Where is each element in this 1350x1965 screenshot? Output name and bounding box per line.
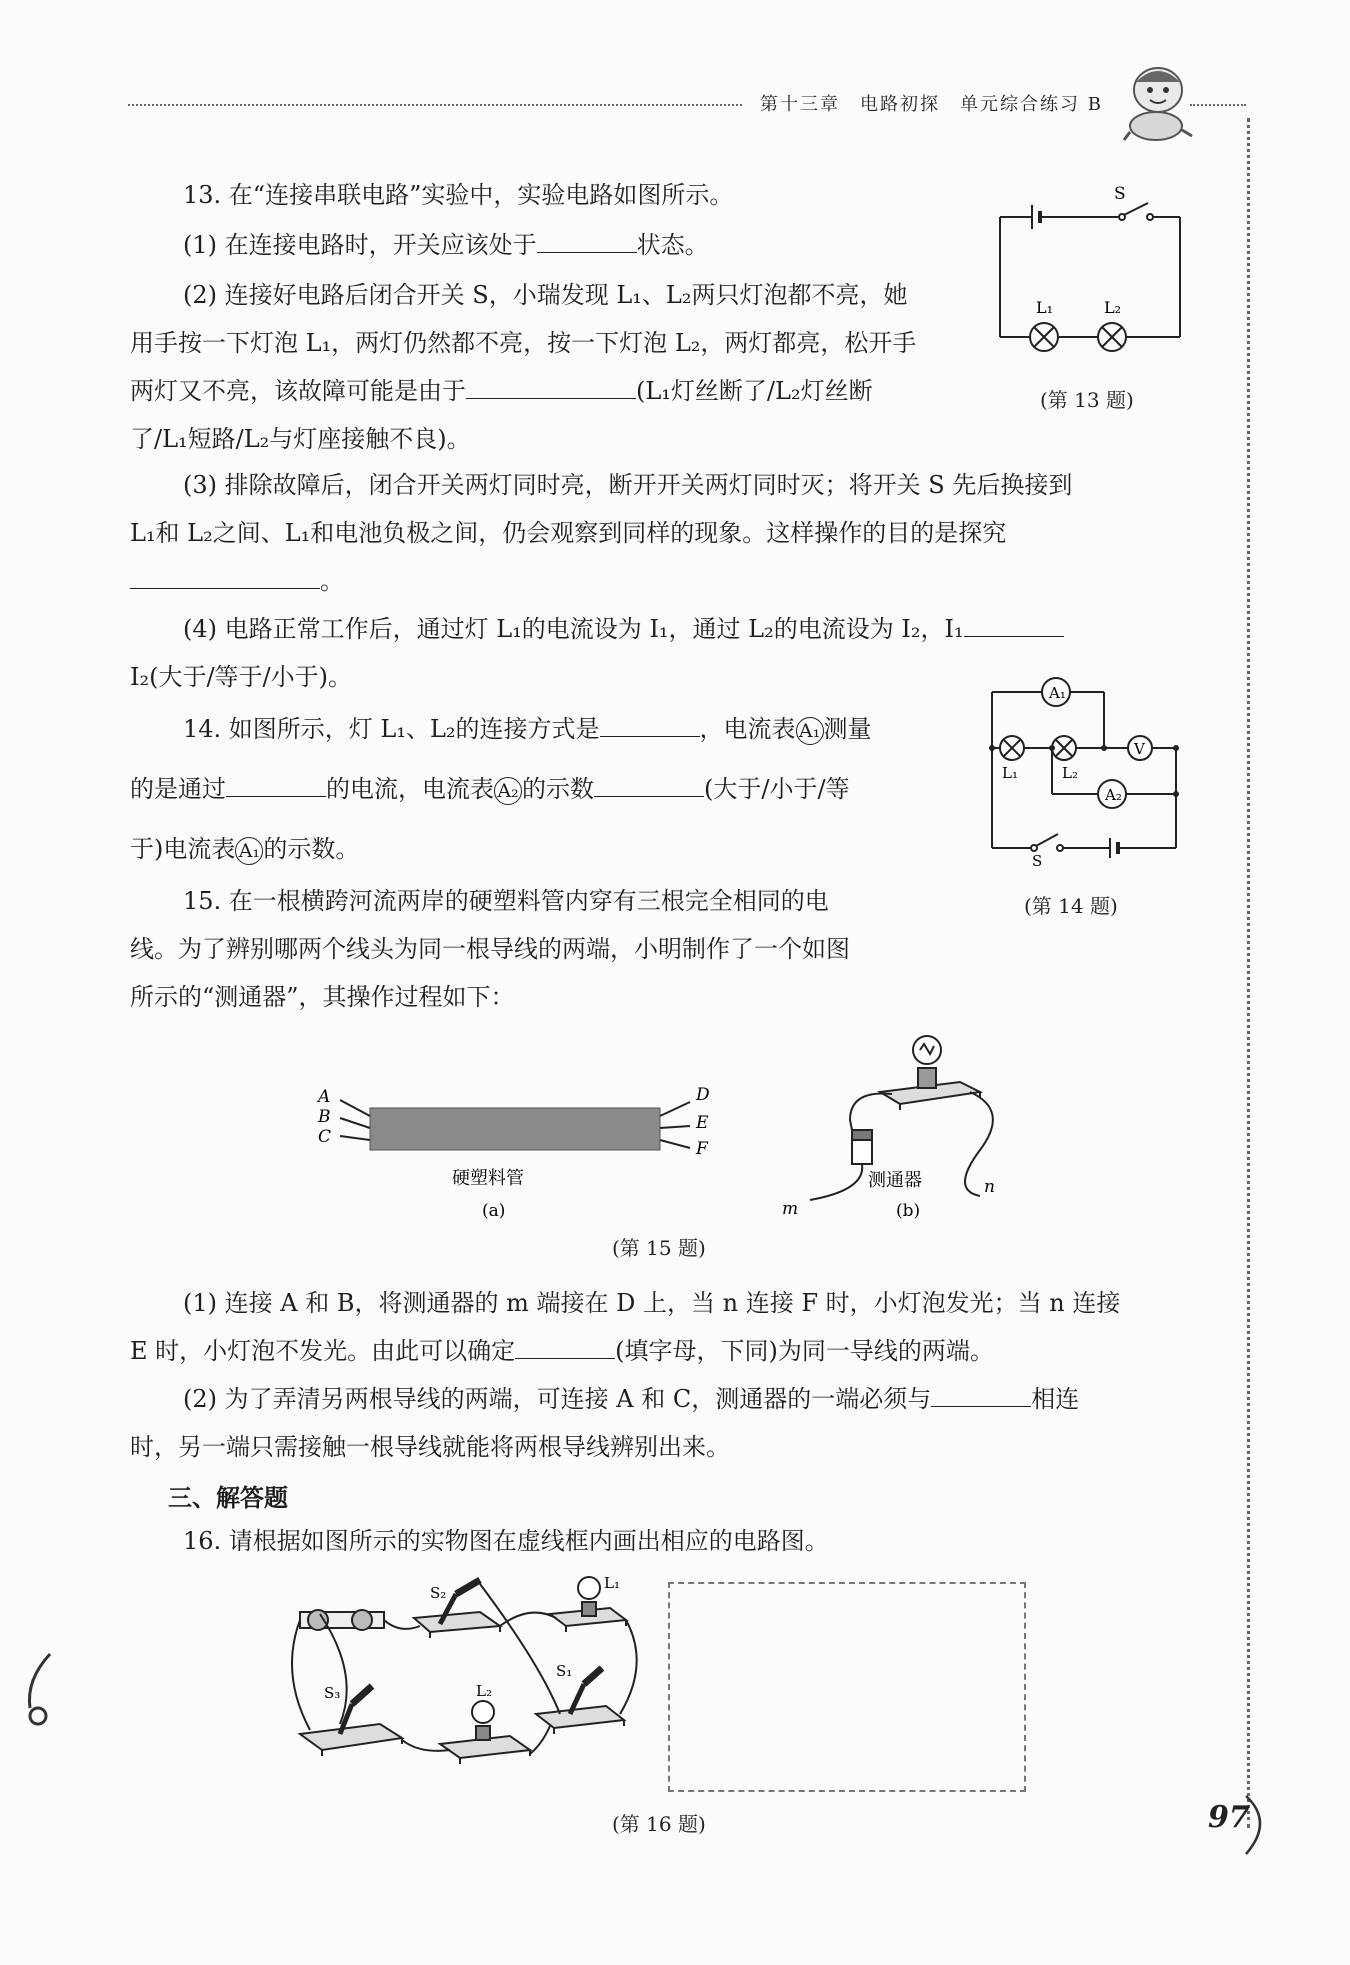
svg-text:m: m xyxy=(782,1199,799,1219)
q14-line1: 14. 如图所示，灯 L₁、L₂的连接方式是 ，电流表 A₁ 测量 xyxy=(183,715,872,743)
svg-text:D: D xyxy=(696,1085,710,1105)
ammeter-a1-symbol-2: A₁ xyxy=(235,837,263,865)
svg-text:V: V xyxy=(1134,740,1145,758)
q15-line2: 线。为了辨别哪两个线头为同一根导线的两端，小明制作了一个如图 xyxy=(130,935,850,963)
svg-text:n: n xyxy=(984,1177,995,1197)
q13-part3-line2: L₁和 L₂之间、L₁和电池负极之间，仍会观察到同样的现象。这样操作的目的是探究 xyxy=(130,519,1007,547)
q13-blank-3[interactable] xyxy=(130,566,320,589)
page-number: 97 xyxy=(1208,1800,1250,1835)
svg-text:测通器: 测通器 xyxy=(868,1170,922,1191)
q13-part1: (1) 在连接电路时，开关应该处于 状态。 xyxy=(183,231,709,259)
q15-part1-line2: E 时，小灯泡不发光。由此可以确定 (填字母，下同)为同一导线的两端。 xyxy=(130,1337,994,1365)
svg-text:S: S xyxy=(1114,185,1126,204)
svg-text:L₁: L₁ xyxy=(604,1574,620,1592)
q15-blank-2[interactable] xyxy=(931,1384,1031,1407)
svg-text:S₂: S₂ xyxy=(430,1584,447,1602)
svg-text:(a): (a) xyxy=(482,1201,506,1221)
svg-text:L₂: L₂ xyxy=(476,1682,492,1700)
margin-rule xyxy=(1247,118,1250,1828)
q13-blank-1[interactable] xyxy=(537,230,637,253)
svg-text:S₃: S₃ xyxy=(324,1684,341,1702)
answer-dashed-box[interactable] xyxy=(668,1582,1026,1792)
q15-part1-line1: (1) 连接 A 和 B，将测通器的 m 端接在 D 上，当 n 连接 F 时，小灯泡发光；当 n 连接 xyxy=(183,1289,1121,1317)
svg-text:A: A xyxy=(318,1087,331,1107)
q13-circuit-diagram xyxy=(990,185,1190,355)
svg-text:B: B xyxy=(318,1107,331,1127)
q15-line1: 15. 在一根横跨河流两岸的硬塑料管内穿有三根完全相同的电 xyxy=(183,887,829,915)
svg-text:E: E xyxy=(696,1113,709,1133)
q13-part4-line2: I₂(大于/等于/小于)。 xyxy=(130,663,352,691)
q13-part3-line3: 。 xyxy=(130,566,344,596)
q15-line3: 所示的“测通器”，其操作过程如下： xyxy=(130,983,515,1011)
q16-figure-caption: (第 16 题) xyxy=(612,1812,706,1836)
q14-figure-caption: (第 14 题) xyxy=(1024,894,1118,918)
q14-blank-1[interactable] xyxy=(600,714,700,737)
svg-text:L₁: L₁ xyxy=(1036,298,1054,317)
q13-part2-line3: 两灯又不亮，该故障可能是由于 (L₁灯丝断了/L₂灯丝断 xyxy=(130,377,873,405)
svg-text:硬塑料管: 硬塑料管 xyxy=(452,1168,524,1189)
handwritten-mark xyxy=(20,1650,60,1730)
q14-circuit-diagram xyxy=(970,668,1190,868)
q16-stem: 16. 请根据如图所示的实物图在虚线框内画出相应的电路图。 xyxy=(183,1527,829,1555)
q15-figure-a-pipe xyxy=(300,1080,720,1230)
svg-text:L₂: L₂ xyxy=(1104,298,1122,317)
svg-text:L₂: L₂ xyxy=(1062,764,1078,782)
mascot-icon xyxy=(1120,60,1196,144)
svg-text:A₂: A₂ xyxy=(1105,786,1122,804)
q14-line2: 的是通过 的电流，电流表 A₂ 的示数 (大于/小于/等 xyxy=(130,775,850,803)
q14-line3: 于)电流表 A₁ 的示数。 xyxy=(130,835,360,863)
q13-part4-line1: (4) 电路正常工作后，通过灯 L₁的电流设为 I₁，通过 L₂的电流设为 I₂，I₁ xyxy=(183,614,1064,644)
q13-part2-line2: 用手按一下灯泡 L₁，两灯仍然都不亮，按一下灯泡 L₂，两灯都亮，松开手 xyxy=(130,329,917,357)
header-rule-right xyxy=(1190,104,1246,106)
ammeter-a1-symbol: A₁ xyxy=(796,717,824,745)
q13-part2-line4: 了/L₁短路/L₂与灯座接触不良)。 xyxy=(130,425,471,453)
svg-text:S₁: S₁ xyxy=(556,1662,573,1680)
header-rule xyxy=(128,104,742,106)
svg-text:C: C xyxy=(318,1127,332,1147)
svg-text:A₁: A₁ xyxy=(1049,684,1066,702)
q13-figure-caption: (第 13 题) xyxy=(1040,388,1134,412)
q13-blank-4[interactable] xyxy=(964,614,1064,637)
q15-part2-line2: 时，另一端只需接触一根导线就能将两根导线辨别出来。 xyxy=(130,1433,730,1461)
q13-blank-2[interactable] xyxy=(466,376,636,399)
q13-part2-line1: (2) 连接好电路后闭合开关 S，小瑞发现 L₁、L₂两只灯泡都不亮，她 xyxy=(183,281,908,309)
q15-figure-caption: (第 15 题) xyxy=(612,1236,706,1260)
q14-blank-2[interactable] xyxy=(226,774,326,797)
svg-text:S: S xyxy=(1032,852,1043,868)
chapter-header: 第十三章 电路初探 单元综合练习 B xyxy=(760,94,1103,115)
q14-blank-3[interactable] xyxy=(594,774,704,797)
q15-part2-line1: (2) 为了弄清另两根导线的两端，可连接 A 和 C，测通器的一端必须与 相连 xyxy=(183,1385,1080,1413)
q15-blank-1[interactable] xyxy=(515,1336,615,1359)
q13-part3-line1: (3) 排除故障后，闭合开关两灯同时亮，断开开关两灯同时灭；将开关 S 先后换接到 xyxy=(183,471,1073,499)
q16-physical-circuit xyxy=(280,1574,650,1794)
svg-text:F: F xyxy=(696,1139,708,1159)
q13-stem: 13. 在“连接串联电路”实验中，实验电路如图所示。 xyxy=(183,181,734,209)
ammeter-a2-symbol: A₂ xyxy=(494,777,522,805)
q15-figure-b-tester xyxy=(770,1020,1030,1230)
section-3-title: 三、解答题 xyxy=(168,1483,288,1512)
svg-text:(b): (b) xyxy=(896,1201,921,1221)
svg-text:L₁: L₁ xyxy=(1002,764,1018,782)
